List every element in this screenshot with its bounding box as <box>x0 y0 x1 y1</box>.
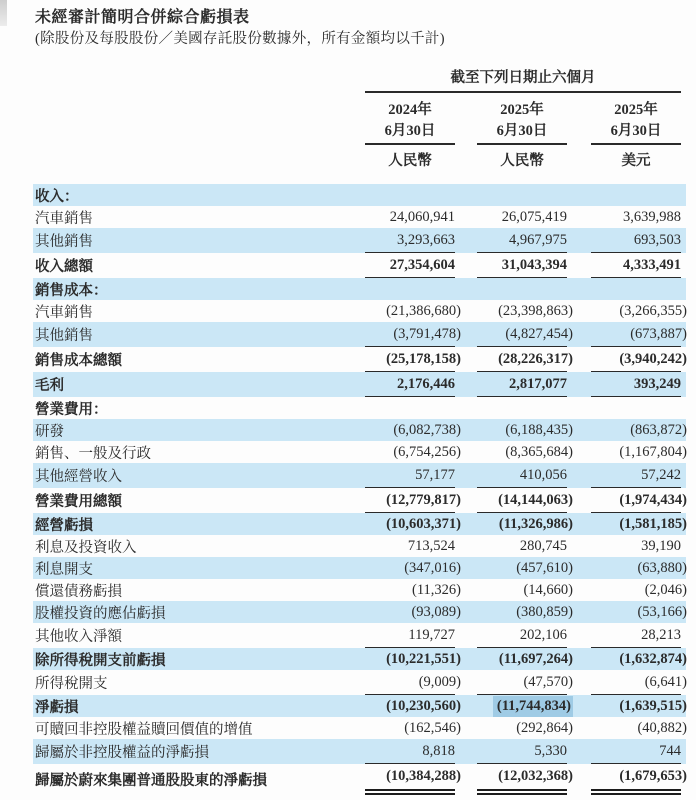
row-value-cell <box>591 347 687 372</box>
column-gap <box>567 206 591 228</box>
column-gap <box>455 419 477 441</box>
row-value-cell <box>365 513 461 535</box>
row-value-cell <box>477 601 573 623</box>
table-row <box>33 184 686 206</box>
row-value: 26,075,419 <box>501 208 567 225</box>
row-value-cell <box>477 535 567 557</box>
column-gap <box>567 300 591 322</box>
row-value: (93,089) <box>411 603 461 620</box>
row-value: (63,880) <box>637 559 687 576</box>
row-value-cell <box>365 695 461 717</box>
row-value-cell <box>477 397 567 419</box>
row-value: 2,817,077 <box>509 375 567 392</box>
row-value-cell <box>365 579 461 601</box>
row-label: 歸屬於蔚來集團普通股股東的淨虧損 <box>35 773 267 789</box>
row-label: 銷售成本： <box>35 282 108 299</box>
column-gap <box>455 463 477 488</box>
row-value-cell <box>365 397 455 419</box>
row-value: 410,056 <box>519 466 567 483</box>
row-label: 償還債務虧損 <box>35 583 122 600</box>
row-value-cell <box>477 463 567 488</box>
row-label: 銷售、一般及行政 <box>35 445 151 462</box>
row-value-cell <box>365 601 461 623</box>
row-value: 31,043,394 <box>501 256 567 273</box>
row-value: (14,660) <box>523 581 573 598</box>
column-gap <box>455 184 477 206</box>
statement-subtitle: (除股份及每股股份／美國存託股份數據外，所有金額均以千計) <box>35 31 445 47</box>
row-value: (1,639,515) <box>619 697 687 714</box>
row-value-cell <box>591 535 681 557</box>
row-value: (9,009) <box>418 673 461 690</box>
row-value: 57,242 <box>641 466 681 483</box>
row-value-cell <box>591 717 687 739</box>
column-gap <box>455 228 477 253</box>
row-value-cell <box>365 300 461 322</box>
row-label: 汽車銷售 <box>35 304 93 321</box>
column-date: 6月30日 <box>477 119 567 145</box>
row-value: (6,082,738) <box>393 421 461 438</box>
row-value-cell <box>365 184 455 206</box>
row-value-cell <box>365 419 461 441</box>
row-value-cell <box>365 648 461 670</box>
row-value-cell <box>591 648 687 670</box>
period-header: 截至下列日期止六個月 <box>365 66 681 93</box>
row-value: 693,503 <box>633 231 681 248</box>
row-value-cell <box>591 372 681 397</box>
column-gap <box>455 206 477 228</box>
row-label: 營業費用總額 <box>35 494 122 510</box>
table-row <box>33 648 686 670</box>
row-value: (1,679,653) <box>619 768 687 784</box>
table-row <box>33 206 686 228</box>
column-gap <box>567 347 591 372</box>
column-year-2024: 2024年 <box>388 102 432 118</box>
row-value-cell <box>365 739 455 764</box>
row-value-cell <box>591 228 681 253</box>
column-gap <box>567 463 591 488</box>
row-value-cell <box>591 322 687 347</box>
table-row <box>33 535 686 557</box>
row-value: (673,887) <box>630 325 687 342</box>
table-row <box>33 397 686 419</box>
column-gap <box>455 764 477 795</box>
column-gap <box>567 623 591 648</box>
column-currency-rmb: 人民幣 <box>388 153 432 169</box>
row-value-cell <box>365 372 455 397</box>
column-gap <box>567 670 591 695</box>
table-row <box>33 717 686 739</box>
period-header-row <box>33 66 686 93</box>
table-row <box>33 739 686 764</box>
row-value: (1,167,804) <box>619 443 687 460</box>
row-value: 119,727 <box>408 626 455 643</box>
row-value-cell <box>591 488 687 513</box>
row-value-cell <box>477 623 567 648</box>
row-value-cell <box>591 441 687 463</box>
column-gap <box>455 441 477 463</box>
row-value: 57,177 <box>415 466 455 483</box>
column-currency-rmb: 人民幣 <box>500 153 544 169</box>
row-value: 393,249 <box>633 375 681 392</box>
row-value-cell <box>477 300 573 322</box>
column-year-2025-usd: 2025年 <box>614 102 658 118</box>
column-gap <box>455 372 477 397</box>
row-label: 收入總額 <box>35 259 93 275</box>
column-gap <box>455 739 477 764</box>
row-label: 汽車銷售 <box>35 210 93 227</box>
row-value: (28,226,317) <box>498 350 573 367</box>
row-value-cell <box>477 695 571 717</box>
table-row <box>33 513 686 535</box>
row-label: 股權投資的應佔虧損 <box>35 605 166 622</box>
row-value-cell <box>477 648 573 670</box>
column-gap <box>567 441 591 463</box>
row-value-cell <box>477 513 573 535</box>
row-value: (10,221,551) <box>386 650 461 667</box>
column-gap <box>455 557 477 579</box>
row-value: 3,293,663 <box>397 231 455 248</box>
row-value-cell <box>591 184 681 206</box>
row-label: 歸屬於非控股權益的淨虧損 <box>35 745 209 761</box>
row-value-cell <box>477 739 567 764</box>
row-value: (292,864) <box>516 719 573 736</box>
row-value-cell <box>591 253 681 278</box>
row-label: 淨虧損 <box>35 699 79 716</box>
row-value-cell <box>591 739 681 764</box>
table-row <box>33 347 686 372</box>
column-gap <box>567 764 591 795</box>
row-value-cell <box>365 488 461 513</box>
year-header-row <box>33 93 686 119</box>
column-gap <box>455 648 477 670</box>
row-value: (11,697,264) <box>498 650 573 667</box>
column-gap <box>455 300 477 322</box>
row-value-cell <box>477 579 573 601</box>
column-gap <box>567 557 591 579</box>
column-gap <box>567 601 591 623</box>
row-value-cell <box>591 513 687 535</box>
row-value: (25,178,158) <box>386 350 461 367</box>
column-gap <box>567 739 591 764</box>
row-value-cell <box>591 463 681 488</box>
table-header <box>33 66 686 170</box>
row-value-cell <box>477 670 573 695</box>
row-value: (3,940,242) <box>619 350 687 367</box>
statement-title: 未經審計簡明合併綜合虧損表 <box>35 9 250 26</box>
row-value-cell <box>477 441 573 463</box>
row-value: (8,365,684) <box>505 443 573 460</box>
row-value-cell <box>477 764 573 795</box>
row-value-cell <box>365 441 461 463</box>
column-gap <box>567 513 591 535</box>
column-gap <box>455 513 477 535</box>
row-value-cell <box>365 206 455 228</box>
table-row <box>33 463 686 488</box>
row-value: (11,326) <box>412 581 461 598</box>
row-value: (53,166) <box>637 603 687 620</box>
row-value-cell <box>365 535 455 557</box>
row-value: 4,333,491 <box>623 256 681 273</box>
row-value: (3,791,478) <box>393 325 461 342</box>
column-gap <box>567 579 591 601</box>
row-value-cell <box>591 278 681 300</box>
column-date: 6月30日 <box>365 119 455 145</box>
row-value: (12,032,368) <box>498 768 573 784</box>
table-body <box>33 184 686 795</box>
row-label: 經營虧損 <box>35 517 93 534</box>
column-year-2025: 2025年 <box>500 102 544 118</box>
column-gap <box>455 695 477 717</box>
column-gap <box>567 419 591 441</box>
row-label: 其他經營收入 <box>35 469 122 485</box>
row-value-cell <box>477 488 573 513</box>
column-currency-usd: 美元 <box>621 153 651 169</box>
row-label: 利息開支 <box>35 561 93 578</box>
row-value: 744 <box>659 742 681 759</box>
row-value-cell <box>477 322 573 347</box>
row-value-cell <box>477 347 573 372</box>
column-gap <box>567 535 591 557</box>
row-label: 研發 <box>35 423 64 440</box>
row-label: 毛利 <box>35 378 64 394</box>
row-value: (1,632,874) <box>619 650 687 667</box>
column-gap <box>455 601 477 623</box>
row-value: (1,974,434) <box>619 491 687 508</box>
row-value-cell <box>365 717 461 739</box>
row-value: 39,190 <box>641 537 681 554</box>
column-gap <box>455 670 477 695</box>
table-row <box>33 300 686 322</box>
table-row <box>33 488 686 513</box>
row-value-cell <box>591 764 687 795</box>
column-gap <box>567 695 591 717</box>
column-gap <box>455 397 477 419</box>
row-value-cell <box>591 557 687 579</box>
row-value-cell <box>365 253 455 278</box>
column-gap <box>567 397 591 419</box>
column-gap <box>455 717 477 739</box>
row-value: (3,266,355) <box>619 302 687 319</box>
table-row <box>33 253 686 278</box>
row-value-cell <box>477 184 567 206</box>
table-row <box>33 695 686 717</box>
column-gap <box>455 535 477 557</box>
table-row <box>33 228 686 253</box>
row-value: (21,386,680) <box>386 302 461 319</box>
row-value: (863,872) <box>630 421 687 438</box>
table-row <box>33 623 686 648</box>
currency-header-row <box>33 145 686 170</box>
row-label: 收入： <box>35 188 79 205</box>
row-label: 其他收入淨額 <box>35 629 122 645</box>
row-value: (11,326,986) <box>498 515 573 532</box>
column-gap <box>455 322 477 347</box>
row-value: (10,230,560) <box>386 697 461 714</box>
row-value-cell <box>365 557 461 579</box>
column-date: 6月30日 <box>591 119 681 145</box>
row-value: 28,213 <box>641 626 681 643</box>
row-value-cell <box>477 206 567 228</box>
row-label: 所得稅開支 <box>35 676 108 692</box>
date-header-row <box>33 119 686 145</box>
column-gap <box>455 623 477 648</box>
row-value: (40,882) <box>637 719 687 736</box>
row-value-cell <box>591 695 687 717</box>
row-value: 5,330 <box>534 742 567 759</box>
table-row <box>33 557 686 579</box>
row-value-cell <box>365 764 461 795</box>
row-value: (380,859) <box>516 603 573 620</box>
row-value-cell <box>477 419 573 441</box>
row-value: 4,967,975 <box>509 231 567 248</box>
row-value-cell <box>477 228 567 253</box>
highlighted-row-value: (11,744,834) <box>493 696 573 717</box>
row-value: (14,144,063) <box>498 491 573 508</box>
table-row <box>33 601 686 623</box>
row-value: (457,610) <box>516 559 573 576</box>
column-gap <box>455 347 477 372</box>
row-value: 3,639,988 <box>623 208 681 225</box>
row-value-cell <box>591 579 687 601</box>
row-value: (1,581,185) <box>619 515 687 532</box>
row-value-cell <box>365 623 455 648</box>
row-value: (6,754,256) <box>393 443 461 460</box>
column-gap <box>455 253 477 278</box>
row-value: (2,046) <box>644 581 687 598</box>
row-label: 可贖回非控股權益贖回價值的增值 <box>35 721 253 738</box>
table-row <box>33 764 686 795</box>
column-gap <box>567 648 591 670</box>
row-value: 2,176,446 <box>397 375 455 392</box>
row-value-cell <box>477 717 573 739</box>
row-value: 8,818 <box>422 742 455 759</box>
row-value-cell <box>477 278 567 300</box>
row-value: (4,827,454) <box>505 325 573 342</box>
table-row <box>33 670 686 695</box>
row-value-cell <box>365 463 455 488</box>
row-value: (347,016) <box>404 559 461 576</box>
table-row <box>33 441 686 463</box>
row-value-cell <box>365 670 461 695</box>
column-gap <box>567 717 591 739</box>
row-value-cell <box>365 322 461 347</box>
column-gap <box>567 184 591 206</box>
column-gap <box>567 228 591 253</box>
row-value-cell <box>591 397 681 419</box>
row-label: 除所得稅開支前虧損 <box>35 652 166 669</box>
row-value: (162,546) <box>404 719 461 736</box>
table-row <box>33 579 686 601</box>
page-edge-artifact <box>0 0 7 26</box>
table-row <box>33 372 686 397</box>
row-value: (23,398,863) <box>498 302 573 319</box>
column-gap <box>455 579 477 601</box>
column-gap <box>567 253 591 278</box>
table-row <box>33 322 686 347</box>
column-gap <box>567 278 591 300</box>
row-value: (6,641) <box>644 673 687 690</box>
column-gap <box>455 488 477 513</box>
row-label: 其他銷售 <box>35 234 93 250</box>
column-gap <box>567 322 591 347</box>
row-value: (10,603,371) <box>386 515 461 532</box>
row-value: (47,570) <box>523 673 573 690</box>
row-value: 202,106 <box>519 626 567 643</box>
row-value: 24,060,941 <box>389 208 455 225</box>
row-value: (6,188,435) <box>505 421 573 438</box>
row-value-cell <box>591 670 687 695</box>
row-label: 利息及投資收入 <box>35 539 137 556</box>
row-value: (10,384,288) <box>386 768 461 784</box>
row-value-cell <box>591 623 681 648</box>
row-value: (12,779,817) <box>386 491 461 508</box>
row-value-cell <box>477 253 567 278</box>
row-label: 其他銷售 <box>35 328 93 344</box>
row-value-cell <box>591 206 681 228</box>
row-value-cell <box>591 300 687 322</box>
row-value-cell <box>477 372 567 397</box>
row-label: 營業費用： <box>35 401 108 418</box>
row-value: 713,524 <box>407 537 455 554</box>
table-row <box>33 419 686 441</box>
row-label: 銷售成本總額 <box>35 353 122 369</box>
table-row <box>33 278 686 300</box>
row-value: 280,745 <box>519 537 567 554</box>
row-value-cell <box>365 347 461 372</box>
row-value: 27,354,604 <box>389 256 455 273</box>
column-gap <box>567 372 591 397</box>
row-value-cell <box>591 419 687 441</box>
column-gap <box>455 278 477 300</box>
row-value-cell <box>591 601 687 623</box>
column-gap <box>567 488 591 513</box>
row-value-cell <box>365 228 455 253</box>
row-value-cell <box>365 278 455 300</box>
row-value-cell <box>477 557 573 579</box>
